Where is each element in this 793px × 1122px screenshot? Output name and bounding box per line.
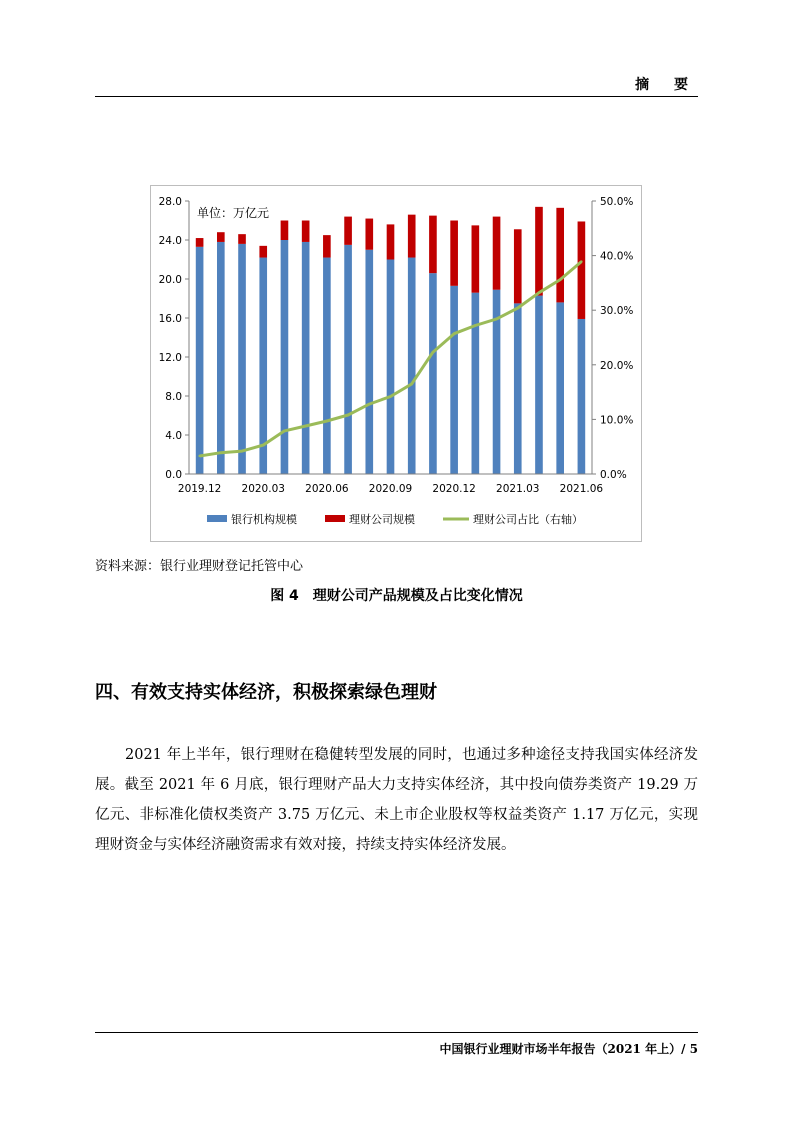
bar-wealth-company [259, 246, 267, 258]
y-left-tick-label: 0.0 [165, 469, 182, 481]
bar-bank-institution [556, 302, 564, 474]
x-tick-label: 2021.03 [496, 483, 540, 495]
share-point [411, 383, 413, 385]
bar-bank-institution [196, 247, 204, 474]
share-point [241, 450, 243, 452]
figure-source: 资料来源：银行业理财登记托管中心 [95, 559, 304, 574]
share-point [580, 260, 582, 262]
bar-bank-institution [344, 245, 352, 474]
footer-divider [95, 1032, 698, 1033]
chart-unit-label: 单位：万亿元 [197, 206, 270, 220]
bar-wealth-company [238, 234, 246, 244]
legend-bank-institution-label: 银行机构规模 [231, 513, 297, 526]
x-tick-label: 2020.12 [432, 483, 476, 495]
footer-text: 中国银行业理财市场半年报告（2021 年上）/ 5 [439, 1042, 698, 1056]
share-point [304, 425, 306, 427]
share-point [432, 351, 434, 353]
x-tick-label: 2020.03 [241, 483, 285, 495]
bar-bank-institution [387, 260, 395, 475]
bar-bank-institution [302, 242, 310, 474]
figure-caption: 图 4 理财公司产品规模及占比变化情况 [270, 588, 523, 604]
share-point [495, 318, 497, 320]
header-divider [95, 96, 698, 97]
share-point [326, 420, 328, 422]
bar-bank-institution [365, 250, 373, 474]
x-tick-label: 2019.12 [177, 483, 222, 495]
bar-wealth-company [302, 221, 310, 242]
bar-bank-institution [217, 242, 225, 474]
share-point [198, 455, 200, 457]
bar-wealth-company [387, 224, 395, 259]
share-point [453, 332, 455, 334]
x-tick-label: 2020.09 [368, 483, 413, 495]
bar-wealth-company [556, 208, 564, 303]
y-left-tick-label: 4.0 [165, 430, 182, 442]
share-point [262, 444, 264, 446]
legend-wealth-company-swatch [325, 515, 345, 522]
bar-wealth-company [493, 217, 501, 290]
y-left-tick-label: 16.0 [158, 313, 182, 325]
share-point [389, 395, 391, 397]
scale-share-chart [151, 186, 643, 543]
bar-wealth-company [196, 238, 204, 247]
share-point [283, 430, 285, 432]
y-left-tick-label: 24.0 [158, 235, 182, 247]
y-right-tick-label: 50.0% [600, 196, 634, 208]
bar-wealth-company [578, 221, 586, 319]
y-right-tick-label: 40.0% [600, 250, 634, 263]
y-right-tick-label: 20.0% [600, 359, 634, 372]
x-tick-label: 2020.06 [305, 483, 349, 495]
bar-bank-institution [238, 244, 246, 474]
bar-bank-institution [514, 303, 522, 474]
header-section-title: 摘 要 [635, 77, 698, 93]
legend-bank-institution-swatch [207, 515, 227, 522]
bar-wealth-company [365, 219, 373, 250]
chart-frame [150, 185, 642, 542]
bar-wealth-company [429, 216, 437, 274]
share-point [347, 414, 349, 416]
bar-wealth-company [281, 221, 289, 241]
y-left-tick-label: 8.0 [165, 391, 182, 403]
bar-bank-institution [472, 293, 480, 474]
y-left-tick-label: 28.0 [158, 196, 182, 208]
share-point [538, 292, 540, 294]
share-point [368, 403, 370, 405]
y-right-tick-label: 10.0% [600, 414, 634, 427]
bar-wealth-company [344, 217, 352, 245]
y-right-tick-label: 30.0% [600, 305, 634, 318]
y-left-tick-label: 20.0 [158, 274, 182, 286]
bar-bank-institution [429, 273, 437, 474]
share-point [517, 307, 519, 309]
bar-bank-institution [323, 258, 331, 474]
legend-wealth-company-label: 理财公司规模 [349, 513, 415, 526]
bar-bank-institution [535, 296, 543, 474]
share-point [220, 452, 222, 454]
share-point [559, 278, 561, 280]
share-point [474, 324, 476, 326]
bar-wealth-company [323, 235, 331, 257]
y-left-tick-label: 12.0 [158, 352, 182, 364]
bar-bank-institution [450, 286, 458, 474]
x-tick-label: 2021.06 [559, 483, 604, 495]
bar-wealth-company [514, 229, 522, 303]
bar-wealth-company [472, 225, 480, 292]
bar-wealth-company [535, 207, 543, 296]
y-right-tick-label: 0.0% [600, 469, 627, 481]
bar-wealth-company [450, 221, 458, 286]
bar-bank-institution [408, 258, 416, 474]
bar-wealth-company [408, 215, 416, 258]
body-paragraph: 2021 年上半年，银行理财在稳健转型发展的同时，也通过多种途径支持我国实体经济发展。截至 2021 年 6 月底，银行理财产品大力支持实体经济，其中投向债券类资产 19.29 万亿元、非标准化债权类资产 3.75 万亿元、未上市企业股权等权益类资产 1.17 万亿元，实现理财资金与实体经济融资需求有效对接，持续支持实体经济发展。 [95, 747, 698, 853]
bar-bank-institution [281, 240, 289, 474]
section-heading: 四、有效支持实体经济，积极探索绿色理财 [95, 682, 437, 703]
legend-share-label: 理财公司占比（右轴） [473, 513, 583, 526]
bar-bank-institution [578, 319, 586, 474]
bar-wealth-company [217, 232, 225, 242]
